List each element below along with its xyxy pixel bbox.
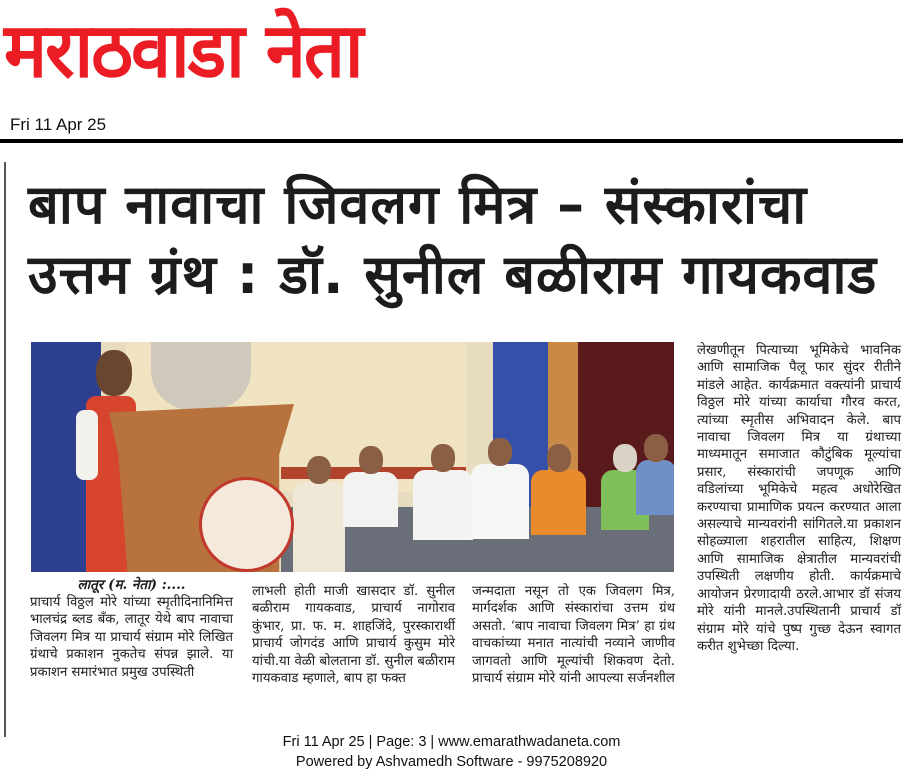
masthead-divider <box>0 139 903 143</box>
headline-line-1: बाप नावाचा जिवलग मित्र – संस्कारांचा <box>28 173 808 236</box>
news-article <box>0 150 903 725</box>
article-headline <box>28 170 898 310</box>
photo-podium-emblem <box>199 477 294 572</box>
photo-guest <box>293 482 345 572</box>
photo-portrait-sketch <box>151 342 251 410</box>
photo-guest <box>531 470 586 535</box>
article-paragraph: जन्मदाता नसून तो एक जिवलग मित्र, मार्गदर्शक आणि संस्कारांचा उत्तम ग्रंथ असतो. ‘बाप नावाचा जिवलग मित्र’ हा ग्रंथ वाचकांच्या मनात नात्यांची नव्याने जाणीव जागवतो आणि मूल्यांची शिकवण देतो. प्राचार्य संग्राम मोरे यांनी आपल्या सर्जनशील <box>472 584 675 687</box>
article-column-3 <box>472 583 675 687</box>
photo-guest <box>636 460 674 515</box>
footer-credits: Powered by Ashvamedh Software - 9975208920 <box>295 754 608 770</box>
article-column-2 <box>252 583 455 687</box>
footer-edition-info: Fri 11 Apr 25 | Page: 3 | www.emarathwadaneta.com <box>282 734 621 750</box>
column-rule <box>4 162 6 737</box>
headline-line-2: उत्तम ग्रंथ : डॉ. सुनील बळीराम गायकवाड <box>28 243 878 306</box>
article-column-1 <box>30 577 233 681</box>
photo-guest <box>471 464 529 539</box>
photo-guest <box>343 472 398 527</box>
masthead <box>0 0 903 140</box>
article-paragraph: लाभली होती माजी खासदार डॉ. सुनील बळीराम गायकवाड, प्राचार्य नागोराव कुंभार, प्रा. फ. म. शाहजिंदे, पुरस्कारार्थी प्राचार्य जोगदंड आणि प्राचार्य कुसुम मोरे यांची.या वेळी बोलताना डॉ. सुनील बळीराम गायकवाड म्हणाले, बाप हा फक्त <box>252 584 455 687</box>
newspaper-logo: मराठवाडा नेता <box>4 6 362 95</box>
article-paragraph: प्राचार्य विठ्ठल मोरे यांच्या स्मृतीदिनानिमित्त भालचंद्र ब्लड बँक, लातूर येथे बाप नावाचा जिवलग मित्र या प्राचार्य संग्राम मोरे लिखित ग्रंथाचे प्रकाशन नुकतेच संपन्न झाले. या प्रकाशन समारंभात प्रमुख उपस्थिती <box>30 595 233 680</box>
article-column-4 <box>697 342 901 655</box>
dateline: लातूर (म. नेता) :.... <box>77 577 186 593</box>
photo-guest <box>413 470 473 540</box>
article-paragraph: लेखणीतून पित्याच्या भूमिकेचे भावनिक आणि सामाजिक पैलू फार सुंदर रीतीने मांडले आहेत. कार्यक्रमात वक्त्यांनी प्राचार्य विठ्ठल मोरे यांच्या कार्याचा गौरव करत, त्यांच्या स्मृतीस अभिवादन केले. बाप नावाचा जिवलग मित्र या ग्रंथाच्या माध्यमातून समाजात कौटुंबिक मूल्यांचा प्रसार, संस्कारांची जपणूक आणि वडिलांच्या भूमिकेचे महत्व अधोरेखित करण्याचा प्रामाणिक प्रयत्न करण्यात आला असल्याचे मान्यवरांनी सांगितले.या प्रकाशन सोहळ्याला शहरातील साहित्य, शिक्षण आणि सामाजिक क्षेत्रातील मान्यवरांची उपस्थिती लक्षणीय होती. कार्यक्रमाचे आयोजन प्रेरणादायी ठरले.आभार डॉ संजय मोरे यांनी मानले.उपस्थितानी प्राचार्य डॉ संग्राम मोरे यांचे पुष्प गुच्छ देऊन स्वागत करीत शुभेच्छा दिल्या. <box>697 343 901 654</box>
edition-date: Fri 11 Apr 25 <box>10 115 107 134</box>
article-photo <box>31 342 674 572</box>
page-footer <box>0 732 903 772</box>
